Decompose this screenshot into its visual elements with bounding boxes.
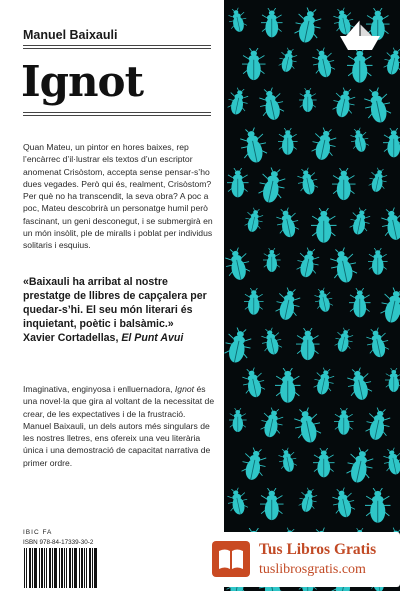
- beetle-icon: [332, 168, 356, 202]
- barcode-bar: [92, 548, 93, 588]
- barcode-bar: [44, 548, 45, 588]
- beetle-icon: [378, 286, 400, 328]
- divider: [23, 115, 211, 116]
- beetle-icon: [274, 206, 302, 241]
- barcode-bar: [84, 548, 85, 588]
- beetle-icon: [256, 166, 289, 208]
- book-title: Ignot: [21, 57, 143, 106]
- barcode-bar: [24, 548, 25, 588]
- beetle-icon: [379, 206, 400, 244]
- beetle-icon: [227, 6, 250, 35]
- beetle-icon: [296, 328, 320, 362]
- beetle-icon: [273, 286, 303, 324]
- barcode-bar: [59, 548, 60, 588]
- barcode-bar: [69, 548, 71, 588]
- beetle-icon: [365, 488, 391, 525]
- beetle-icon: [313, 286, 336, 315]
- beetle-icon: [345, 366, 375, 404]
- barcode-bar: [54, 548, 57, 588]
- beetle-icon: [367, 166, 390, 195]
- beetle-icon: [239, 446, 269, 484]
- watermark-url[interactable]: tuslibrosgratis.com: [259, 562, 366, 577]
- desc-part-2: és una novel·la que gira al voltant de la necessitat de crear, de les expectatives i de la frustració. Manuel Baixauli, un dels autors més singulars de les nostres lletres, ens ofereix una veu literària única i una demostració de capacitat narrativa de primer ordre.: [23, 384, 215, 468]
- beetle-icon: [363, 406, 393, 444]
- beetle-icon: [292, 406, 325, 448]
- beetle-icon: [385, 368, 400, 394]
- quote-attribution: [23, 332, 183, 344]
- beetle-icon: [277, 46, 300, 75]
- ibic-code: IBIC FA: [23, 529, 53, 536]
- barcode-bar: [64, 548, 65, 588]
- beetle-icon: [295, 166, 320, 198]
- beetle-icon: [238, 126, 271, 168]
- beetle-icon: [224, 246, 253, 284]
- beetle-icon: [349, 126, 372, 155]
- beetle-icon: [260, 488, 284, 522]
- beetle-icon: [330, 486, 358, 521]
- beetle-icon: [224, 326, 254, 368]
- beetle-icon: [349, 288, 371, 319]
- beetle-icon: [277, 446, 300, 475]
- beetle-icon: [297, 486, 320, 515]
- barcode-bar: [39, 548, 40, 588]
- desc-part-1: Imaginativa, enginyosa i enlluernadora,: [23, 384, 173, 394]
- beetle-icon: [278, 128, 298, 156]
- beetle-icon: [344, 446, 377, 488]
- barcode: [23, 548, 101, 588]
- barcode-bar: [29, 548, 31, 588]
- quote-source: El Punt Avui: [121, 332, 184, 344]
- beetle-icon: [309, 126, 339, 164]
- beetle-illustration: [224, 0, 400, 591]
- beetle-icon: [263, 248, 281, 274]
- beetle-icon: [229, 408, 247, 434]
- beetle-icon: [292, 6, 325, 48]
- description-text: [23, 383, 215, 469]
- open-book-icon: [212, 541, 250, 577]
- barcode-bar: [79, 548, 80, 588]
- paper-boat-icon: [338, 18, 382, 54]
- barcode-bar: [72, 548, 73, 588]
- beetle-icon: [242, 48, 266, 82]
- barcode-bar: [61, 548, 63, 588]
- author-name: Manuel Baixauli: [23, 28, 118, 42]
- watermark-banner[interactable]: [203, 532, 400, 587]
- quote-text: «Baixauli ha arribat al nostre prestatge de llibres de capçalera per quedar-s’hi. El seu món literari és inquietant, poètic i balsàmic.»: [23, 276, 207, 330]
- beetle-icon: [364, 326, 392, 361]
- beetle-icon: [299, 88, 317, 114]
- barcode-bar: [52, 548, 53, 588]
- divider: [23, 48, 211, 49]
- beetle-icon: [310, 46, 338, 81]
- barcode-bar: [74, 548, 77, 588]
- barcode-bar: [32, 548, 33, 588]
- barcode-bar: [89, 548, 91, 588]
- beetle-icon: [311, 366, 336, 398]
- divider: [23, 112, 211, 113]
- beetle-icon: [294, 246, 322, 281]
- beetle-icon: [328, 246, 361, 288]
- beetle-icon: [381, 46, 400, 78]
- beetle-icon: [259, 326, 284, 358]
- barcode-bar: [41, 548, 43, 588]
- barcode-bar: [86, 548, 87, 588]
- barcode-bar: [94, 548, 97, 588]
- beetle-icon: [334, 408, 354, 436]
- beetle-icon: [330, 86, 358, 121]
- synopsis-text: Quan Mateu, un pintor en hores baixes, rep l’encàrrec d’il·lustrar els textos d’un escriptor anomenat Crisòstom, accepta sense pensar-s’ho dues vegades. Però qui és, realment, Crisòstom? Per què no ha transcendit, la seva obra? A poc a poc, Mateu descobrirà un personatge humil però fascinant, un geni desconegut, i se submergirà en un món insòlit, ple de miralls i poblat per individus solitaris i esquius.: [23, 142, 213, 251]
- beetle-icon: [311, 208, 337, 245]
- beetle-icon: [313, 448, 335, 479]
- beetle-icon: [261, 8, 283, 39]
- watermark-title: Tus Libros Gratis: [259, 541, 377, 558]
- beetle-icon: [240, 366, 268, 401]
- beetle-icon: [225, 486, 250, 518]
- beetle-icon: [333, 326, 356, 355]
- divider: [23, 45, 211, 46]
- beetle-icon: [244, 288, 264, 316]
- barcode-bar: [49, 548, 51, 588]
- beetle-icon: [347, 206, 372, 238]
- barcode-bar: [81, 548, 83, 588]
- review-quote: [23, 275, 218, 345]
- desc-title: Ignot: [174, 384, 195, 394]
- quote-author: Xavier Cortadellas,: [23, 332, 119, 344]
- beetle-icon: [383, 128, 400, 159]
- beetle-icon: [257, 86, 287, 124]
- beetle-icon: [362, 86, 395, 128]
- barcode-bar: [34, 548, 37, 588]
- barcode-bar: [66, 548, 67, 588]
- beetle-icon: [368, 248, 388, 276]
- beetle-icon: [381, 446, 400, 478]
- barcode-bar: [26, 548, 27, 588]
- beetle-icon: [243, 206, 266, 235]
- barcode-bar: [46, 548, 47, 588]
- beetle-icon: [227, 168, 249, 199]
- isbn-number: ISBN 978-84-17339-30-2: [23, 539, 94, 546]
- beetle-icon: [225, 86, 250, 118]
- beetle-icon: [275, 368, 301, 405]
- beetle-icon: [258, 406, 286, 441]
